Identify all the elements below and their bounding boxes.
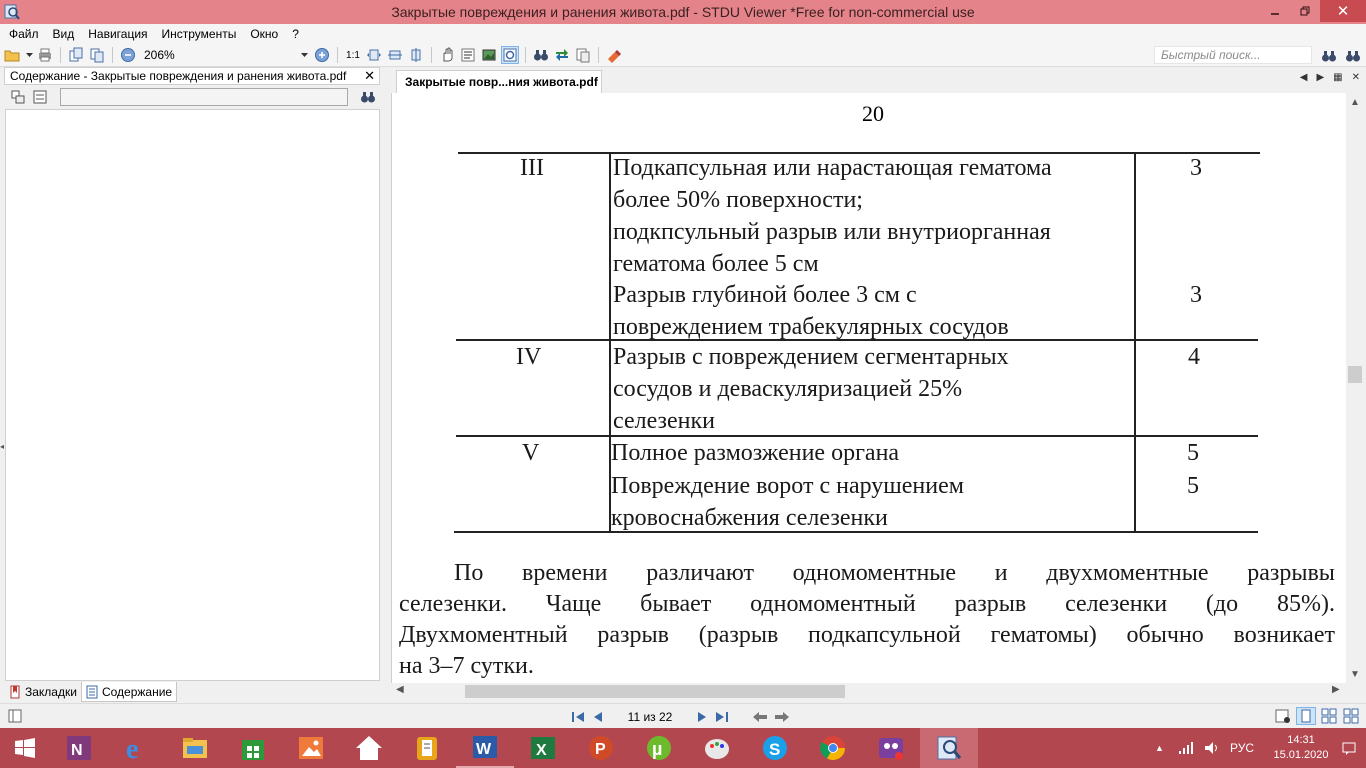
fit-height-button[interactable] [407,46,425,64]
excel-icon [529,734,557,762]
menu-file[interactable]: Файл [9,27,39,41]
menu-view[interactable]: Вид [52,27,75,41]
magnifier-button[interactable] [501,46,519,64]
marker-icon [606,47,622,63]
toolbar-separator [598,47,599,63]
binoculars-icon [533,47,549,63]
toolbar-separator [337,47,338,63]
menu-navigation[interactable]: Навигация [88,27,148,41]
scroll-down-icon[interactable]: ▼ [1350,669,1360,680]
chevron-down-icon [26,53,33,57]
system-tray [1155,728,1366,768]
clipboard-icon [575,47,591,63]
taskbar-paint[interactable] [688,728,746,768]
toolbar-separator [60,47,61,63]
score-cell: 3 [1190,155,1202,181]
fit-width-button[interactable] [386,46,404,64]
panel-toggle-icon[interactable] [8,709,22,723]
vertical-scrollbar[interactable] [1346,93,1366,683]
tab-contents[interactable] [81,682,177,702]
find-button[interactable] [532,46,550,64]
word-icon [471,733,499,761]
description-line: Разрыв с повреждением сегментарных [613,344,1009,370]
export-button[interactable] [67,46,85,64]
clock[interactable] [1266,733,1336,763]
close-panel-button[interactable]: ✕ [364,68,375,83]
taskbar-chrome[interactable] [804,728,862,768]
table-column-rule [1134,152,1136,532]
clock-date: 15.01.2020 [1273,749,1329,761]
archive-icon [413,734,441,762]
description-line: гематома более 5 см [613,251,819,277]
word: разрыв [597,622,669,648]
word: бывает [640,591,712,617]
zoom-out-icon [120,47,136,63]
onenote-icon [65,734,93,762]
text-select-icon [460,47,476,63]
home-icon [355,734,383,762]
score-cell: 5 [1187,473,1199,499]
history-back-icon[interactable] [752,710,768,724]
taskbar-edge[interactable] [108,728,166,768]
tab-list-icon[interactable]: ▦ [1333,72,1343,83]
binoculars-icon[interactable] [360,89,376,105]
tab-contents-label: Содержание [101,684,173,699]
binoculars-icon [1321,48,1337,64]
description-line: Разрыв глубиной более 3 см с [613,282,917,308]
title-bar [0,0,1366,24]
hand-icon [439,47,455,63]
arrows-exchange-icon [554,47,570,63]
description-line: сосудов и деваскуляризацией 25% [613,376,963,402]
grade-cell: V [522,440,540,466]
score-cell: 4 [1188,344,1200,370]
two-page-view-icon[interactable] [1320,707,1338,725]
hand-tool-button[interactable] [438,46,456,64]
horizontal-scrollbar[interactable] [391,683,1346,700]
highlight-button[interactable] [605,46,623,64]
grade-cell: III [520,155,544,181]
page-number: 20 [862,101,884,126]
tab-bookmarks-label: Закладки [25,685,77,699]
continuous-view-icon[interactable] [1342,707,1360,725]
taskbar-utorrent[interactable] [630,728,688,768]
start-icon [14,737,36,759]
window-title: Закрытые повреждения и ранения живота.pdf - STDU Viewer *Free for non-commercial use [391,4,975,20]
settings-icon[interactable] [1274,707,1292,725]
word: подкапсульной [808,622,961,648]
scroll-left-icon[interactable]: ◀ [396,684,404,695]
word: разрывы [1247,560,1335,586]
language-indicator[interactable]: РУС [1229,741,1254,755]
grade-cell: IV [516,344,542,370]
print-button[interactable] [36,46,54,64]
skype-icon [761,734,789,762]
copy-pages-button[interactable] [88,46,106,64]
word: обычно [1126,622,1204,648]
horizontal-scroll-thumb[interactable] [465,685,845,698]
word: одномоментные [792,560,957,586]
contents-tree[interactable] [5,109,380,681]
menu-tools[interactable]: Инструменты [161,27,237,41]
zoom-value: 206% [144,48,175,62]
tab-close-icon[interactable]: ✕ [1351,72,1360,83]
fit-page-button[interactable] [365,46,383,64]
find-next-button[interactable] [1344,47,1362,65]
close-icon: ✕ [1336,3,1350,20]
page-indicator[interactable]: 11 из 22 [627,710,673,724]
zoom-in-button[interactable] [313,46,331,64]
word: времени [522,560,608,586]
word: Чаще [545,591,602,617]
history-forward-icon[interactable] [774,710,790,724]
fit-width-icon [387,47,403,63]
taskbar-store[interactable] [224,728,282,768]
svg-text:W: W [476,741,492,758]
menu-window[interactable]: Окно [250,27,279,41]
taskbar-onenote[interactable] [50,728,108,768]
scroll-up-icon[interactable]: ▲ [1350,97,1360,108]
copy-icon [89,47,105,63]
toolbar-separator [431,47,432,63]
folder-open-icon [4,48,22,62]
zoom-select[interactable] [140,46,310,64]
taskbar-home[interactable] [340,728,398,768]
word: 85%). [1276,591,1335,617]
word: на 3–7 сутки. [399,653,534,679]
binoculars-icon [1345,48,1361,64]
description-line: повреждением трабекулярных сосудов [613,314,1009,340]
taskbar-video-editor[interactable] [862,728,920,768]
stdu-viewer-icon [935,734,963,762]
svg-text:X: X [536,742,547,759]
expand-all-icon[interactable] [10,89,26,105]
view-mode-buttons [1274,707,1360,725]
vertical-scroll-thumb[interactable] [1348,366,1362,383]
score-cell: 5 [1187,440,1199,466]
svg-text:N: N [71,742,83,759]
svg-text:µ: µ [652,739,663,759]
description-line: Подкапсульная или нарастающая гематома [613,155,1052,181]
contents-panel-header [4,67,380,85]
chevron-down-icon [301,53,308,57]
tray-expand-icon[interactable]: ▲ [1155,743,1164,753]
image-select-icon [481,47,497,63]
photos-icon [297,734,325,762]
document-tabbar [392,67,1366,93]
word: (до [1205,591,1239,617]
video-editor-icon [877,734,905,762]
fit-height-icon [408,47,424,63]
last-page-icon[interactable] [714,710,730,724]
menu-help[interactable]: ? [292,27,299,41]
file-explorer-icon [181,734,209,762]
word: гематомы) [990,622,1097,648]
splitter-handle[interactable]: ◂ [0,442,5,451]
restore-button[interactable] [1290,0,1320,22]
store-icon [239,734,267,762]
taskbar-archive[interactable] [398,728,456,768]
status-bar [0,703,1366,728]
word: (разрыв [698,622,779,648]
taskbar [0,728,1366,768]
open-dropdown[interactable] [25,46,33,64]
utorrent-icon [645,734,673,762]
document-view[interactable] [391,93,1346,683]
start-button[interactable] [0,728,50,768]
actual-size-button[interactable]: 1:1 [346,49,360,61]
description-line: Повреждение ворот с нарушением [611,473,964,499]
description-line: подкпсульный разрыв или внутриорганная [613,219,1051,245]
toolbar-separator [525,47,526,63]
tab-scroll-right-icon[interactable]: ▶ [1316,72,1325,83]
select-text-button[interactable] [459,46,477,64]
word: селезенки. [399,591,507,617]
svg-text:e: e [126,734,139,762]
edge-icon [123,734,151,762]
word: По [454,560,484,586]
first-page-icon[interactable] [570,710,586,724]
scroll-right-icon[interactable]: ▶ [1332,684,1340,695]
paragraph-line [399,651,1335,682]
restore-icon [1300,6,1310,16]
collapse-all-icon[interactable] [32,89,48,105]
toolbar-separator [112,47,113,63]
toolbar [0,44,1366,67]
svg-text:P: P [595,741,606,758]
magnifier-icon [502,47,518,63]
description-line: более 50% поверхности; [613,187,863,213]
fit-page-icon [366,47,382,63]
bookmark-icon [9,685,21,699]
word: возникает [1233,622,1335,648]
open-button[interactable] [4,46,22,64]
paragraph-line [399,620,1335,651]
svg-text:S: S [769,740,781,759]
next-page-icon[interactable] [696,710,708,724]
contents-panel [0,67,385,703]
description-line: Полное размозжение органа [611,440,900,466]
taskbar-photos[interactable] [282,728,340,768]
paint-icon [703,734,731,762]
tab-bookmarks[interactable] [5,682,81,702]
word: двухмоментные [1046,560,1209,586]
previous-page-icon[interactable] [592,710,604,724]
panel-tabs [5,682,177,702]
export-icon [68,47,84,63]
taskbar-powerpoint[interactable] [572,728,630,768]
taskbar-explorer[interactable] [166,728,224,768]
menu-bar [0,24,1366,44]
copy-button[interactable] [574,46,592,64]
description-line: селезенки [613,408,715,434]
chrome-icon [819,734,847,762]
page-navigation [570,708,790,726]
contents-panel-title: Содержание - Закрытые повреждения и ранения живота.pdf [10,69,347,83]
contents-search-input[interactable] [60,88,348,106]
single-page-view-icon[interactable] [1296,707,1316,725]
minimize-button[interactable] [1260,0,1290,22]
score-cell: 3 [1190,282,1202,308]
close-button[interactable] [1320,0,1366,22]
body-paragraph [399,558,1335,682]
taskbar-word[interactable] [456,728,514,768]
word: селезенки [1065,591,1168,617]
minimize-icon [1270,6,1280,16]
powerpoint-icon [587,734,615,762]
taskbar-skype[interactable] [746,728,804,768]
zoom-in-icon [314,47,330,63]
printer-icon [37,47,53,63]
word: разрыв [954,591,1027,617]
paragraph-line [399,589,1335,620]
contents-toolbar [10,87,376,107]
sync-button[interactable] [553,46,571,64]
select-image-button[interactable] [480,46,498,64]
paragraph-line [399,558,1335,589]
zoom-out-button[interactable] [119,46,137,64]
contents-icon [86,685,98,699]
word: Двухмоментный [399,622,568,648]
tab-scroll-left-icon[interactable]: ◀ [1299,72,1308,83]
description-line: кровоснабжения селезенки [611,505,888,531]
document-tab[interactable]: Закрытые повр...ния живота.pdf [396,70,602,93]
word: различают [646,560,754,586]
notifications-icon[interactable] [1342,741,1356,755]
word: одномоментный [750,591,916,617]
taskbar-excel[interactable] [514,728,572,768]
grading-table [456,152,1260,592]
taskbar-stdu-viewer[interactable] [920,728,978,768]
clock-time: 14:31 [1287,734,1315,746]
word: и [994,560,1008,586]
network-icon[interactable] [1178,741,1194,755]
find-prev-button[interactable] [1320,47,1338,65]
volume-icon[interactable] [1204,741,1220,755]
quick-search-input[interactable]: Быстрый поиск... [1154,46,1312,64]
